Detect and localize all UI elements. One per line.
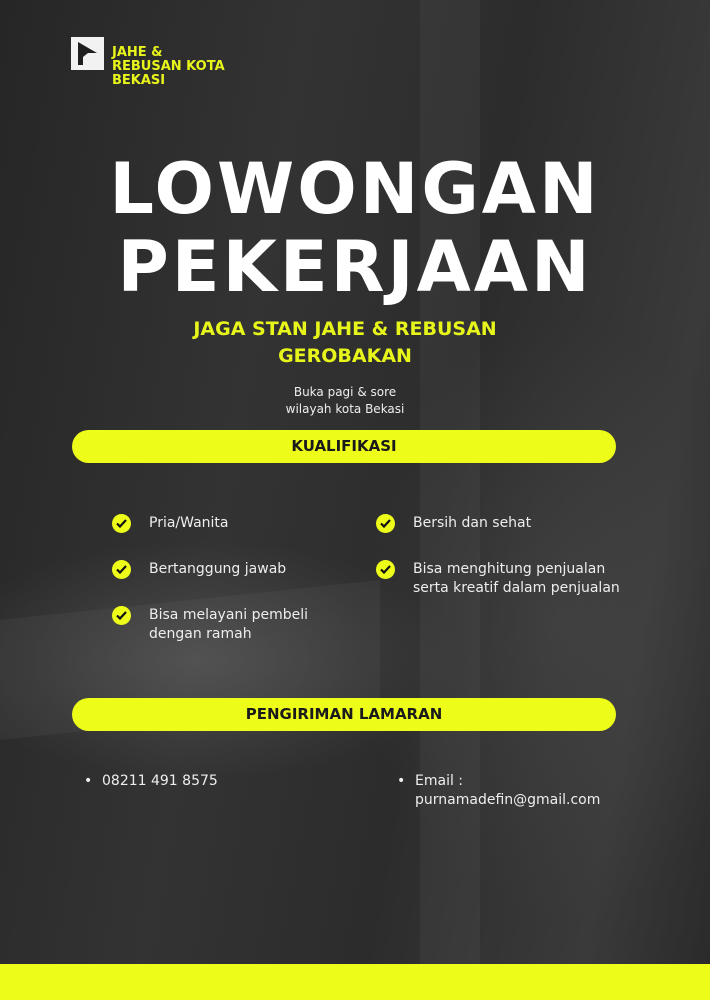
email-label: • Email : (415, 773, 464, 789)
brand-name (112, 46, 225, 88)
title-line-1: LOWONGAN (109, 148, 601, 230)
qualification-item (376, 514, 531, 533)
footer-bar (0, 964, 710, 1000)
title-line-2: PEKERJAAN (117, 226, 593, 308)
email-address: purnamadefin@gmail.com (415, 792, 601, 808)
check-icon (112, 560, 131, 579)
qualification-text: Bertanggung jawab (149, 561, 287, 577)
qualification-text: Bersih dan sehat (413, 515, 532, 531)
subtitle-line: JAGA STAN JAHE & REBUSAN (193, 318, 497, 340)
email-contact (415, 772, 600, 810)
qualification-item (112, 606, 332, 644)
check-icon (112, 606, 131, 625)
qualification-item (112, 560, 286, 579)
application-heading: PENGIRIMAN LAMARAN (72, 698, 616, 731)
qualification-item (376, 560, 626, 598)
job-subtitle (0, 316, 690, 370)
phone-number: • 08211 491 8575 (102, 772, 218, 791)
subtitle-line: GEROBAKAN (278, 345, 412, 367)
check-icon (112, 514, 131, 533)
brand-line: REBUSAN KOTA (112, 59, 225, 74)
job-info (0, 384, 690, 418)
check-icon (376, 514, 395, 533)
brand-line: JAHE & (112, 45, 163, 60)
qualification-text: Bisa melayani pembeli dengan ramah (149, 607, 309, 642)
info-line: wilayah kota Bekasi (285, 402, 405, 416)
check-icon (376, 560, 395, 579)
brand-logo-icon (71, 37, 104, 70)
qualification-text: Bisa menghitung penjualan serta kreatif dalam penjualan (413, 561, 620, 596)
info-line: Buka pagi & sore (293, 385, 397, 399)
qualification-text: Pria/Wanita (149, 515, 229, 531)
brand-line: BEKASI (112, 73, 166, 88)
qualification-item (112, 514, 229, 533)
qualifications-heading: KUALIFIKASI (72, 430, 616, 463)
